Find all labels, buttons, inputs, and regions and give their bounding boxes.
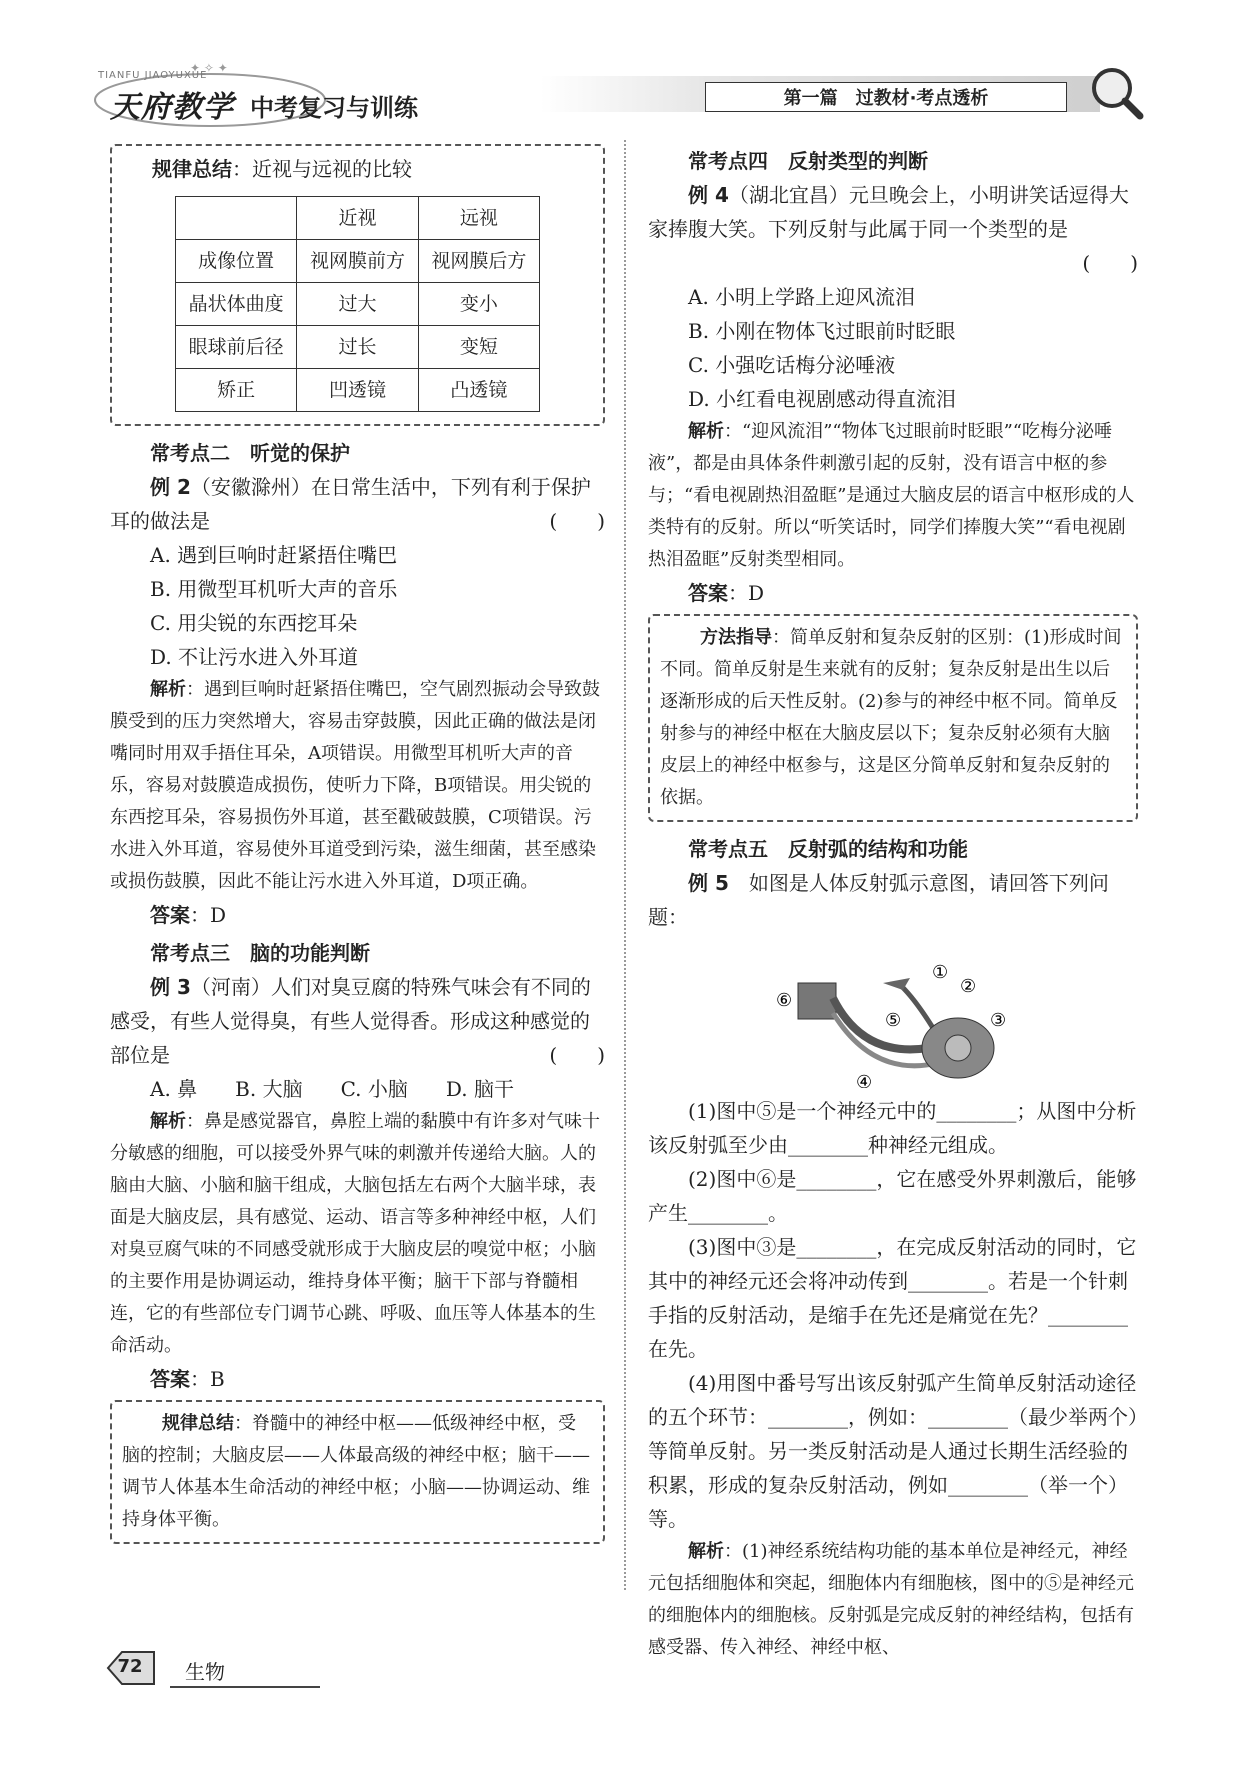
summary-text: ：脊髓中的神经中枢——低级神经中枢，受脑的控制；大脑皮层——人体最高级的神经中枢；脑干——调节人体基本生命活动的神经中枢；小脑——协调运动、维持身体平衡。 xyxy=(122,1413,590,1530)
page-footer xyxy=(100,1648,420,1692)
answer-label: 答案 xyxy=(150,1367,190,1391)
logo-pinyin: TIANFU JIAOYUXUE xyxy=(98,70,208,81)
example-label: 例 4 xyxy=(688,183,729,207)
example-stem: （安徽滁州）在日常生活中，下列有利于保护耳的做法是 xyxy=(110,475,591,533)
table-cell: 眼球前后径 xyxy=(176,326,297,369)
table-cell: 矫正 xyxy=(176,369,297,412)
analysis-text: ：“迎风流泪”“物体飞过眼前时眨眼”“吃梅分泌唾液”，都是由具体条件刺激引起的反射，没有语言中枢的参与；“看电视剧热泪盈眶”是通过大脑皮层的语言中枢形成的人类特有的反射。所以“听笑话时，同学们捧腹大笑”“看电视剧热泪盈眶”反射类型相同。 xyxy=(648,421,1135,570)
analysis-label: 解析 xyxy=(150,1111,186,1132)
diagram-label-4: ④ xyxy=(856,1072,873,1088)
option-c: C. 用尖锐的东西挖耳朵 xyxy=(150,611,358,635)
question-3: (3)图中③是________，在完成反射活动的同时，它其中的神经元还会将冲动传到________。若是一个针刺手指的反射活动，是缩手在先还是痛觉在先？________在先。 xyxy=(648,1235,1137,1361)
question-4: (4)用图中番号写出该反射弧产生简单反射活动途径的五个环节：________，例如：________（最少举两个）等简单反射。另一类反射活动是人通过长期生活经验的积累，形成的复杂反射活动，例如________（举一个）等。 xyxy=(648,1371,1138,1531)
afferent-nerve-shape xyxy=(833,998,928,1049)
magnifier-icon xyxy=(1088,64,1144,120)
option-c: C. 小强吃话梅分泌唾液 xyxy=(688,353,896,377)
header-section-title: 第一篇 过教材·考点透析 xyxy=(705,82,1067,112)
table-header-row xyxy=(176,197,540,240)
answer-text: ：D xyxy=(728,581,765,605)
section-heading-2: 常考点二 听觉的保护 xyxy=(150,441,350,465)
option-a: A. 遇到巨响时赶紧捂住嘴巴 xyxy=(150,543,398,567)
table-row xyxy=(176,326,540,369)
table-row xyxy=(176,283,540,326)
option-b: B. 小刚在物体飞过眼前时眨眼 xyxy=(688,319,956,343)
example-stem: （湖北宜昌）元旦晚会上，小明讲笑话逗得大家捧腹大笑。下列反射与此属于同一个类型的是 xyxy=(648,183,1129,241)
option-d: D. 不让污水进入外耳道 xyxy=(150,645,359,669)
table-header-cell xyxy=(176,197,297,240)
answer-paren: ( ) xyxy=(1082,251,1138,275)
summary-label: 规律总结 xyxy=(152,157,232,181)
option-c: C. 小脑 xyxy=(340,1077,408,1101)
page-number: 72 xyxy=(117,1656,143,1677)
analysis-label: 解析 xyxy=(150,679,186,700)
answer-label: 答案 xyxy=(688,581,728,605)
diagram-label-6: ⑥ xyxy=(776,990,793,1011)
question-2: (2)图中⑥是________，它在感受外界刺激后，能够产生________。 xyxy=(648,1167,1137,1225)
diagram-label-5: ⑤ xyxy=(885,1010,902,1031)
svg-text:✦ ✧ ✦: ✦ ✧ ✦ xyxy=(190,62,228,75)
subject-label: 生物 xyxy=(185,1660,225,1684)
answer-paren: ( ) xyxy=(549,1043,605,1067)
table-cell: 凹透镜 xyxy=(297,369,418,412)
analysis-label: 解析 xyxy=(688,421,724,442)
option-b: B. 大脑 xyxy=(235,1077,303,1101)
summary-box-nerve-centers xyxy=(110,1400,605,1544)
method-text: ：简单反射和复杂反射的区别：(1)形成时间不同。简单反射是生来就有的反射；复杂反射是出生以后逐渐形成的后天性反射。(2)参与的神经中枢不同。简单反射参与的神经中枢在大脑皮层以下；复杂反射必须有大脑皮层上的神经中枢参与，这是区分简单反射和复杂反射的依据。 xyxy=(660,627,1122,808)
column-separator xyxy=(624,140,626,1590)
table-cell: 视网膜前方 xyxy=(297,240,418,283)
table-header-cell: 近视 xyxy=(297,197,418,240)
left-column xyxy=(110,140,605,1554)
answer-paren: ( ) xyxy=(549,509,605,533)
analysis-text: ：(1)神经系统结构功能的基本单位是神经元，神经元包括细胞体和突起，细胞体内有细胞核，图中的⑤是神经元的细胞体内的细胞核。反射弧是完成反射的神经结构，包括有感受器、传入神经、神经中枢、 xyxy=(648,1541,1134,1658)
analysis-text: ：鼻是感觉器官，鼻腔上端的黏膜中有许多对气味十分敏感的细胞，可以接受外界气味的刺激并传递给大脑。人的脑由大脑、小脑和脑干组成，大脑包括左右两个大脑半球，表面是大脑皮层，具有感觉、运动、语言等多种神经中枢，人们对臭豆腐气味的不同感受就形成于大脑皮层的嗅觉中枢；小脑的主要作用是协调运动，维持身体平衡；脑干下部与脊髓相连，它的有些部位专门调节心跳、呼吸、血压等人体基本的生命活动。 xyxy=(110,1111,600,1356)
nerve-branch-shape xyxy=(898,983,933,1028)
table-cell: 视网膜后方 xyxy=(418,240,539,283)
gray-matter-shape xyxy=(945,1035,971,1061)
analysis-text: ：遇到巨响时赶紧捂住嘴巴，空气剧烈振动会导致鼓膜受到的压力突然增大，容易击穿鼓膜，因此正确的做法是闭嘴同时用双手捂住耳朵，A项错误。用微型耳机听大声的音乐，容易对鼓膜造成损伤，使听力下降，B项错误。用尖锐的东西挖耳朵，容易损伤外耳道，甚至戳破鼓膜，C项错误。污水进入外耳道，容易使外耳道受到污染，滋生细菌，甚至感染或损伤鼓膜，因此不能让污水进入外耳道，D项正确。 xyxy=(110,679,600,892)
summary-label: 规律总结 xyxy=(162,1413,234,1434)
header-series-title: 中考复习与训练 xyxy=(250,94,418,122)
answer-label: 答案 xyxy=(150,903,190,927)
table-cell: 凸透镜 xyxy=(418,369,539,412)
reflex-arc-figure xyxy=(648,938,1138,1088)
example-stem: 如图是人体反射弧示意图，请回答下列问题： xyxy=(648,871,1109,929)
option-a: A. 鼻 xyxy=(150,1077,198,1101)
table-cell: 晶状体曲度 xyxy=(176,283,297,326)
reflex-arc-diagram xyxy=(648,938,1138,1088)
table-row xyxy=(176,240,540,283)
logo-brand: 天府教学 xyxy=(110,90,234,125)
page-number-wrap xyxy=(100,1648,160,1688)
table-cell: 变小 xyxy=(418,283,539,326)
answer-text: ：B xyxy=(190,1367,225,1391)
table-cell: 变短 xyxy=(418,326,539,369)
comparison-table xyxy=(175,196,540,412)
question-1: (1)图中⑤是一个神经元中的________；从图中分析该反射弧至少由________种神经元组成。 xyxy=(648,1099,1137,1157)
option-a: A. 小明上学路上迎风流泪 xyxy=(688,285,916,309)
section-heading-3: 常考点三 脑的功能判断 xyxy=(150,941,370,965)
section-heading-5: 常考点五 反射弧的结构和功能 xyxy=(688,837,968,861)
summary-text: ：近视与远视的比较 xyxy=(232,157,412,181)
example-label: 例 3 xyxy=(150,975,191,999)
footer-rule xyxy=(170,1686,320,1688)
option-d: D. 小红看电视剧感动得直流泪 xyxy=(688,387,957,411)
right-column xyxy=(648,140,1138,1664)
table-row xyxy=(176,369,540,412)
example-stem: （河南）人们对臭豆腐的特殊气味会有不同的感受，有些人觉得臭，有些人觉得香。形成这种感觉的部位是 xyxy=(110,975,591,1067)
diagram-label-2: ② xyxy=(960,976,977,997)
example-label: 例 2 xyxy=(150,475,191,499)
table-header-cell: 远视 xyxy=(418,197,539,240)
header-logo xyxy=(90,62,450,132)
diagram-label-1: ① xyxy=(932,962,949,983)
method-label: 方法指导 xyxy=(700,627,772,648)
answer-text: ：D xyxy=(190,903,227,927)
section-heading-4: 常考点四 反射类型的判断 xyxy=(688,149,928,173)
option-b: B. 用微型耳机听大声的音乐 xyxy=(150,577,398,601)
method-guide-box xyxy=(648,614,1138,822)
table-cell: 过大 xyxy=(297,283,418,326)
option-d: D. 脑干 xyxy=(445,1077,514,1101)
summary-box-myopia xyxy=(110,144,605,426)
table-cell: 成像位置 xyxy=(176,240,297,283)
example-label: 例 5 xyxy=(688,871,729,895)
analysis-label: 解析 xyxy=(688,1541,724,1562)
table-cell: 过长 xyxy=(297,326,418,369)
diagram-label-3: ③ xyxy=(990,1010,1007,1031)
